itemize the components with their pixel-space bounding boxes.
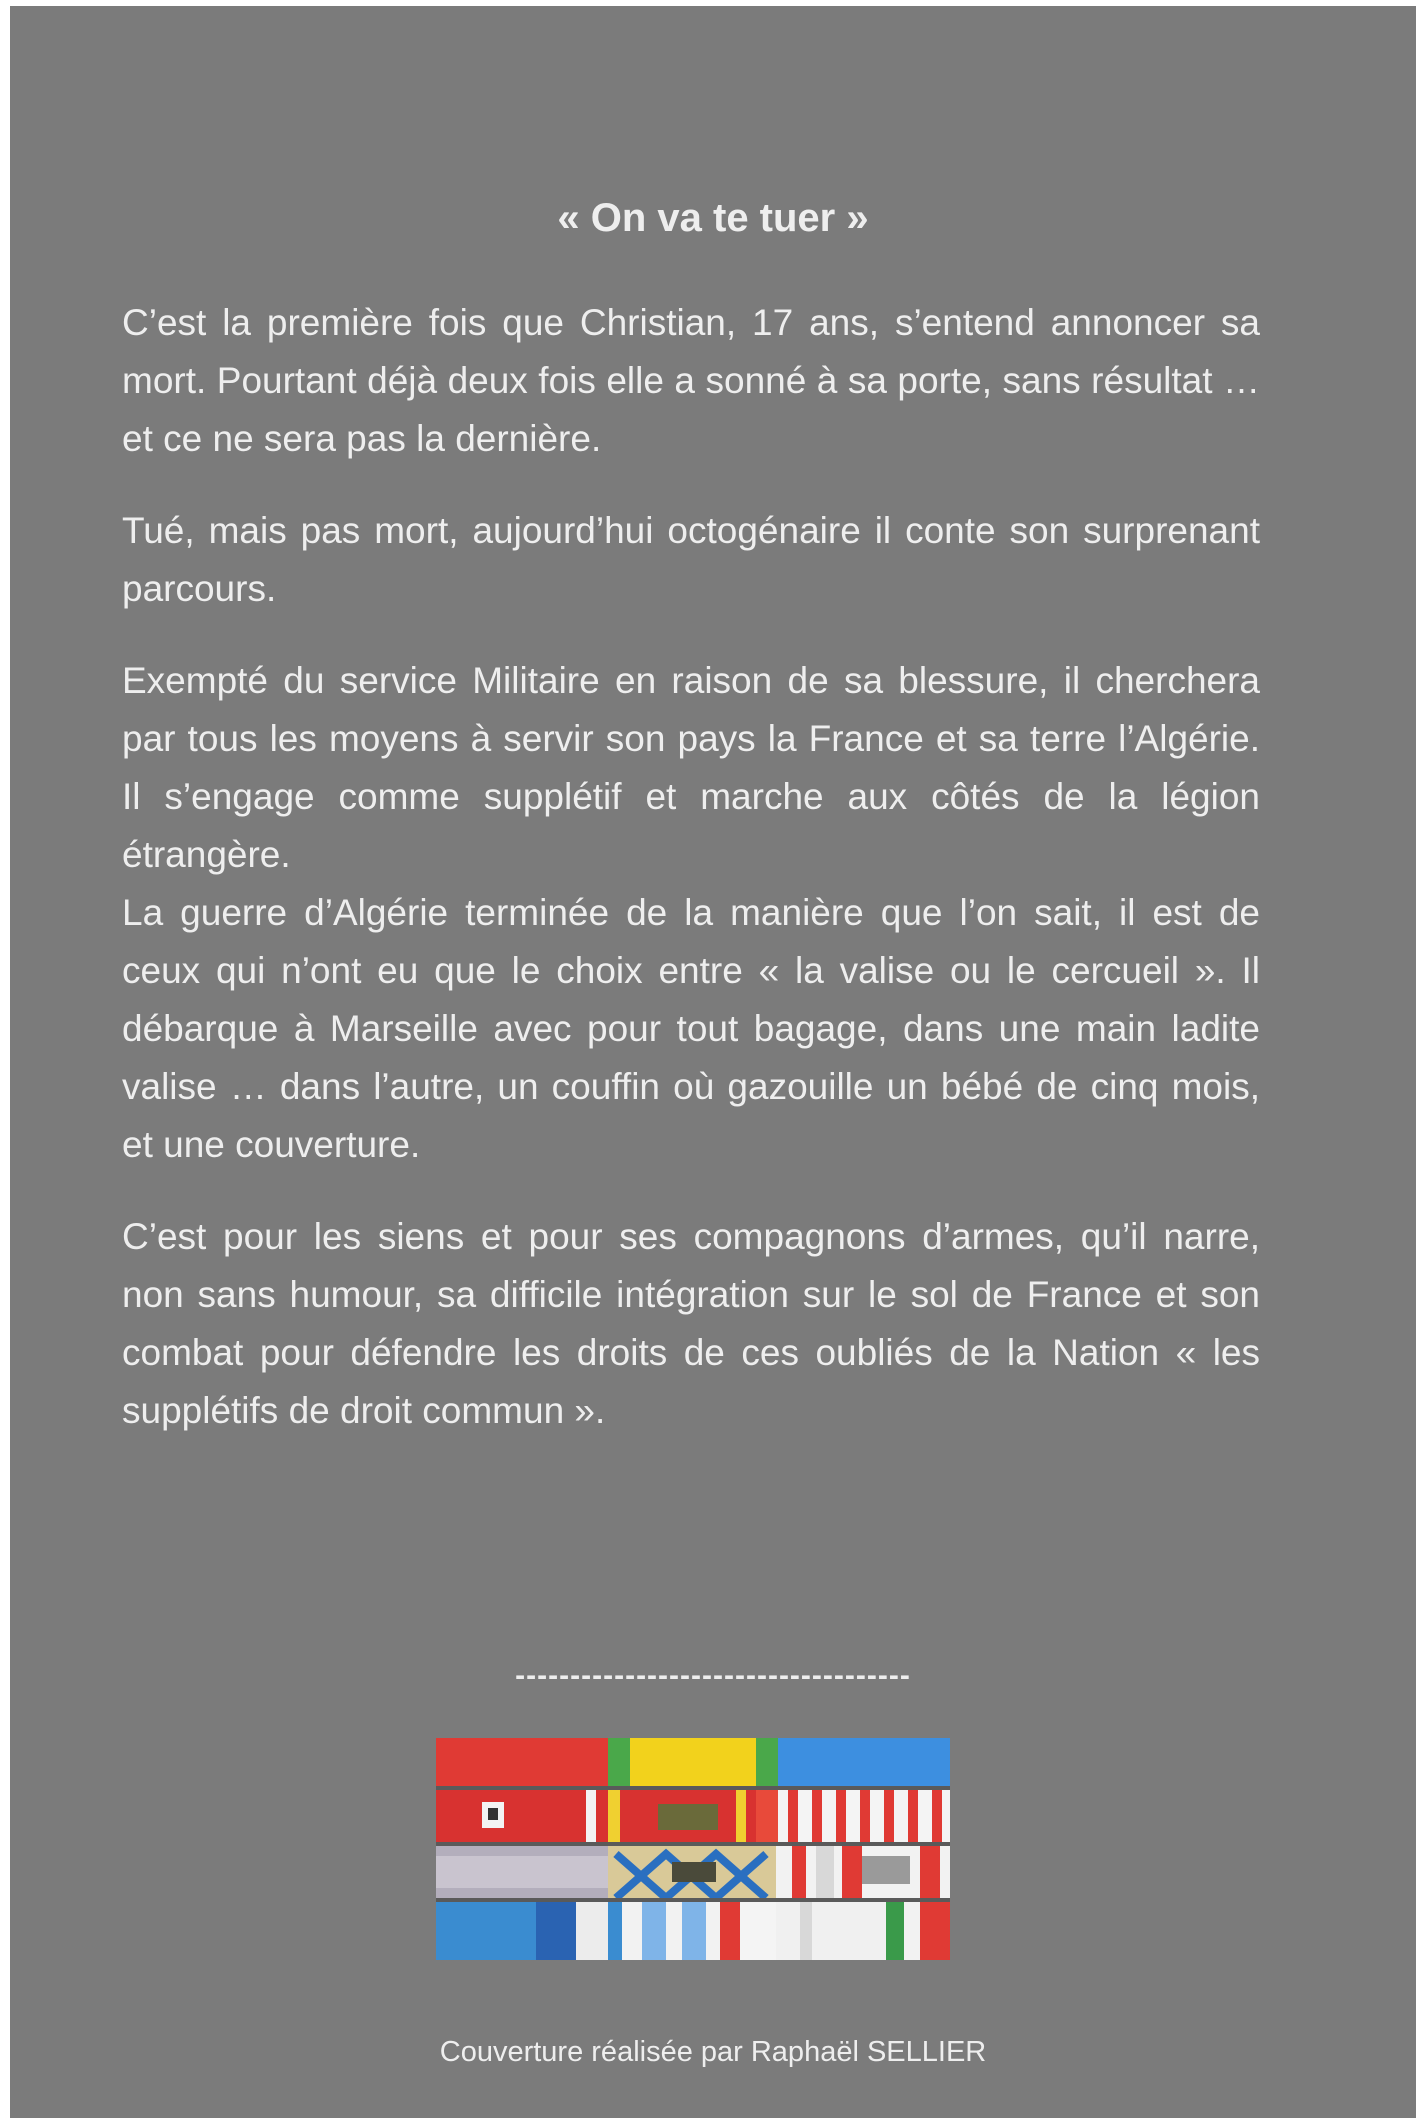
dashed-separator: ------------------------------------	[515, 1659, 911, 1692]
cover-title: « On va te tuer »	[557, 196, 869, 240]
blurb-paragraph-2: Tué, mais pas mort, aujourd’hui octogénaire il conte son surprenant parcours.	[122, 510, 1260, 609]
ribbon-row-4	[436, 1902, 950, 1960]
blurb-paragraph-5: C’est pour les siens et pour ses compagnons d’armes, qu’il narre, non sans humour, sa difficile intégration sur le sol de France et son combat pour défendre les droits de ces oubliés de la Nation « les supplétifs de droit commun ».	[122, 1216, 1260, 1431]
back-cover	[10, 6, 1416, 2118]
ribbon-row-1	[436, 1738, 950, 1790]
blurb-paragraph-1: C’est la première fois que Christian, 17 ans, s’entend annoncer sa mort. Pourtant déjà deux fois elle a sonné à sa porte, sans résultat … et ce ne sera pas la dernière.	[122, 302, 1260, 459]
ribbon-row-3	[436, 1846, 950, 1902]
cover-credit: Couverture réalisée par Raphaël SELLIER	[439, 2036, 987, 2068]
blurb-paragraph-4: La guerre d’Algérie terminée de la manière que l’on sait, il est de ceux qui n’ont eu que le choix entre « la valise ou le cercueil ». Il débarque à Marseille avec pour tout bagage, dans une main ladite valise … dans l’autre, un couffin où gazouille un bébé de cinq mois, et une couverture.	[122, 892, 1260, 1165]
blurb	[122, 294, 1260, 1474]
ribbon-row-2	[436, 1790, 950, 1846]
medal-ribbons-image	[436, 1738, 950, 1960]
blurb-paragraph-3: Exempté du service Militaire en raison de sa blessure, il cherchera par tous les moyens à servir son pays la France et sa terre l’Algérie. Il s’engage comme supplétif et marche aux côtés de la légion étrangère.	[122, 660, 1260, 875]
